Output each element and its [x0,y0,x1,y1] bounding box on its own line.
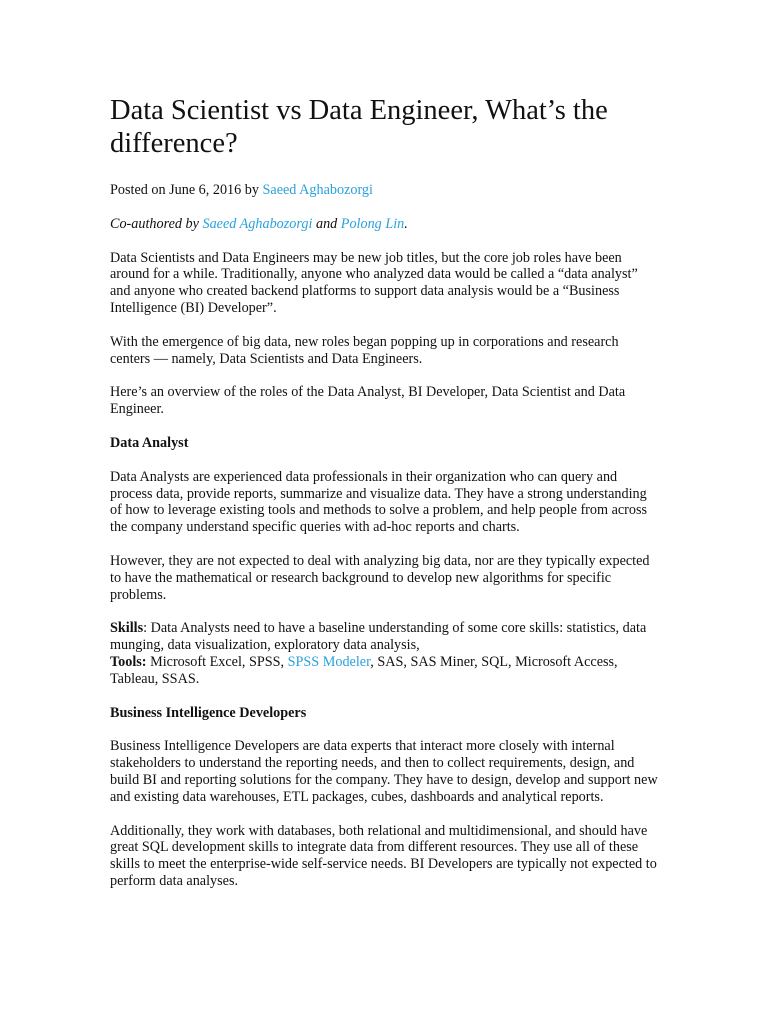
data-analyst-paragraph-1: Data Analysts are experienced data professionals in their organization who can query and process data, provide reports, summarize and visualize data. They have a strong understanding of how to leverage existing tools and methods to solve a problem, and help people from across the company understand specific queries with ad-hoc reports and charts. [110,468,648,536]
coauthor-and: and [312,215,341,232]
coauthor-prefix: Co-authored by [110,215,203,232]
tools-text-1: Microsoft Excel, SPSS, [146,653,288,670]
coauthor-end: . [404,215,408,232]
tools-label: Tools: [110,653,147,670]
coauthor-line [110,216,660,233]
skills-text: : Data Analysts need to have a baseline understanding of some core skills: statistics, data munging, data visualization, exploratory data analysis, [110,620,647,654]
intro-paragraph-3: Here’s an overview of the roles of the Data Analyst, BI Developer, Data Scientist and Data Engineer. [110,384,626,418]
posted-line [110,182,660,199]
intro-paragraph-2: With the emergence of big data, new roles began popping up in corporations and research centers — namely, Data Scientists and Data Engineers. [110,333,619,367]
section-heading-bi-developers: Business Intelligence Developers [110,704,307,721]
data-analyst-paragraph-2: However, they are not expected to deal with analyzing big data, nor are they typically expected to have the mathematical or research background to develop new algorithms for specific problems. [110,552,650,603]
tools-text-2: , SAS, SAS Miner, SQL, Microsoft Access, Tableau, SSAS. [110,653,618,687]
bi-paragraph-1: Business Intelligence Developers are data experts that interact more closely with internal stakeholders to understand the reporting needs, and then to collect requirements, design, and build BI and reporting solutions for the company. They have to design, develop and support new and existing data warehouses, ETL packages, cubes, dashboards and analytical reports. [110,738,658,805]
coauthor-link-1[interactable]: Saeed Aghabozorgi [202,215,313,232]
skills-label: Skills [110,620,144,637]
article [110,94,660,907]
intro-paragraph-1: Data Scientists and Data Engineers may be new job titles, but the core job roles have been around for a while. Traditionally, anyone who analyzed data would be called a “data analyst” and anyone who created backend platforms to support data analysis would be a “Business Intelligence (BI) Developer”. [110,249,638,316]
posted-prefix: Posted on June 6, 2016 by [110,182,263,198]
article-title: Data Scientist vs Data Engineer, What’s the difference? [110,95,608,159]
posted-author-link[interactable]: Saeed Aghabozorgi [262,182,373,198]
skills-tools-paragraph [110,620,660,687]
section-heading-data-analyst: Data Analyst [110,434,189,451]
coauthor-link-2[interactable]: Polong Lin [340,215,405,232]
bi-paragraph-2: Additionally, they work with databases, both relational and multidimensional, and should have great SQL development skills to integrate data from different resources. They use all of these skills to meet the enterprise-wide self-service needs. BI Developers are typically not expected to perform data analyses. [110,822,657,889]
spss-modeler-link[interactable]: SPSS Modeler [287,653,371,670]
